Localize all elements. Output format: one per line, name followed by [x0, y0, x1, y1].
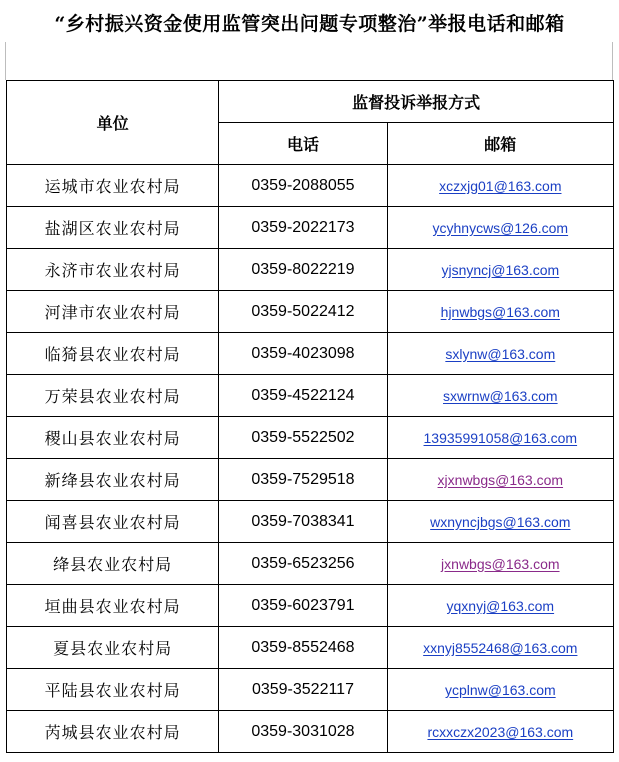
email-cell	[387, 333, 613, 375]
unit-name-cell: 夏县农业农村局	[7, 627, 219, 669]
email-link[interactable]: xjxnwbgs@163.com	[437, 471, 564, 488]
phone-cell: 0359-6523256	[219, 543, 387, 585]
email-link[interactable]: 13935991058@163.com	[423, 429, 578, 446]
report-contact-table	[6, 80, 614, 753]
email-cell	[387, 669, 613, 711]
table-row	[7, 501, 614, 543]
table-row	[7, 207, 614, 249]
email-link[interactable]: hjnwbgs@163.com	[440, 303, 560, 320]
table-row	[7, 585, 614, 627]
table-row	[7, 249, 614, 291]
phone-cell: 0359-7529518	[219, 459, 387, 501]
unit-name-cell: 河津市农业农村局	[7, 291, 219, 333]
email-cell	[387, 501, 613, 543]
phone-cell: 0359-8022219	[219, 249, 387, 291]
table-row	[7, 459, 614, 501]
unit-name-cell: 临猗县农业农村局	[7, 333, 219, 375]
email-link[interactable]: xczxjg01@163.com	[439, 177, 562, 194]
table-row	[7, 417, 614, 459]
phone-cell: 0359-2088055	[219, 165, 387, 207]
header-phone: 电话	[219, 123, 387, 165]
phone-cell: 0359-2022173	[219, 207, 387, 249]
unit-name-cell: 新绛县农业农村局	[7, 459, 219, 501]
table-row	[7, 375, 614, 417]
unit-name-cell: 绛县农业农村局	[7, 543, 219, 585]
table-row	[7, 543, 614, 585]
unit-name-cell: 稷山县农业农村局	[7, 417, 219, 459]
email-link[interactable]: xxnyj8552468@163.com	[423, 639, 578, 656]
email-link[interactable]: ycplnw@163.com	[444, 681, 556, 698]
right-frame-line	[612, 42, 613, 80]
table-row	[7, 165, 614, 207]
email-cell	[387, 207, 613, 249]
phone-cell: 0359-4522124	[219, 375, 387, 417]
unit-name-cell: 永济市农业农村局	[7, 249, 219, 291]
email-cell	[387, 711, 613, 753]
email-cell	[387, 417, 613, 459]
unit-name-cell: 万荣县农业农村局	[7, 375, 219, 417]
email-cell	[387, 249, 613, 291]
phone-cell: 0359-3522117	[219, 669, 387, 711]
email-link[interactable]: ycyhnycws@126.com	[432, 219, 569, 236]
email-cell	[387, 375, 613, 417]
unit-name-cell: 垣曲县农业农村局	[7, 585, 219, 627]
phone-cell: 0359-5022412	[219, 291, 387, 333]
unit-name-cell: 平陆县农业农村局	[7, 669, 219, 711]
phone-cell: 0359-6023791	[219, 585, 387, 627]
email-link[interactable]: sxlynw@163.com	[445, 345, 556, 362]
table-body	[7, 165, 614, 753]
table-row	[7, 669, 614, 711]
email-cell	[387, 291, 613, 333]
table-row	[7, 711, 614, 753]
page-title: “乡村振兴资金使用监管突出问题专项整治”举报电话和邮箱	[54, 13, 565, 35]
table-row	[7, 627, 614, 669]
table-row	[7, 333, 614, 375]
email-link[interactable]: sxwrnw@163.com	[443, 387, 558, 404]
email-link[interactable]: wxnyncjbgs@163.com	[430, 513, 571, 530]
header-unit: 单位	[7, 81, 219, 165]
email-link[interactable]: jxnwbgs@163.com	[441, 555, 560, 572]
email-link[interactable]: rcxxczx2023@163.com	[427, 723, 574, 740]
email-cell	[387, 627, 613, 669]
email-cell	[387, 459, 613, 501]
header-email: 邮箱	[387, 123, 613, 165]
email-link[interactable]: yqxnyj@163.com	[446, 597, 555, 614]
unit-name-cell: 闻喜县农业农村局	[7, 501, 219, 543]
header-contact-methods: 监督投诉举报方式	[219, 81, 614, 123]
email-cell	[387, 543, 613, 585]
unit-name-cell: 芮城县农业农村局	[7, 711, 219, 753]
phone-cell: 0359-7038341	[219, 501, 387, 543]
email-cell	[387, 585, 613, 627]
email-link[interactable]: yjsnyncj@163.com	[441, 261, 560, 278]
phone-cell: 0359-3031028	[219, 711, 387, 753]
unit-name-cell: 盐湖区农业农村局	[7, 207, 219, 249]
unit-name-cell: 运城市农业农村局	[7, 165, 219, 207]
left-frame-line	[5, 42, 6, 80]
phone-cell: 0359-8552468	[219, 627, 387, 669]
phone-cell: 0359-4023098	[219, 333, 387, 375]
table-row	[7, 291, 614, 333]
phone-cell: 0359-5522502	[219, 417, 387, 459]
email-cell	[387, 165, 613, 207]
